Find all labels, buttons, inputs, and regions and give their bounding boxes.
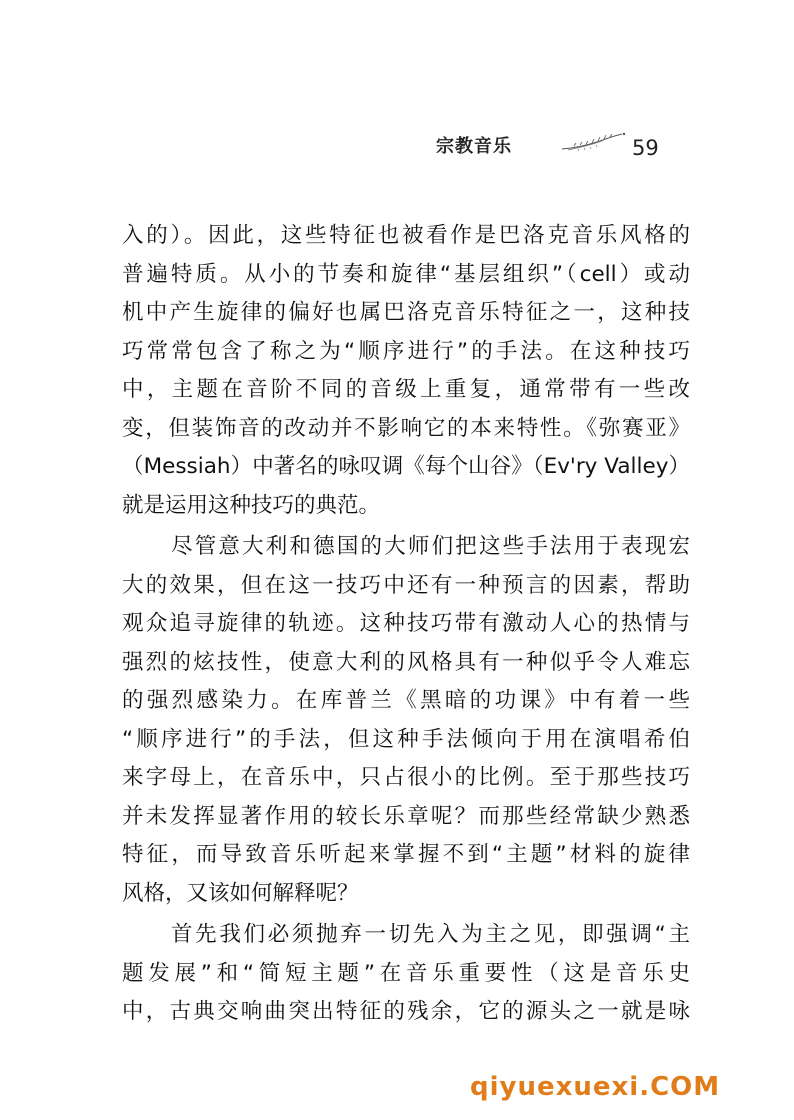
text-line: 大的效果，但在这一技巧中还有一种预言的因素，帮助 [122, 572, 690, 598]
site-watermark: qiyuexuexi.COM [470, 1072, 721, 1102]
text-line: 入的）。因此，这些特征也被看作是巴洛克音乐风格的 [122, 223, 690, 248]
chapter-title: 宗教音乐 [436, 136, 512, 157]
text-line: （Messiah）中著名的咏叹调《每个山谷》（Ev'ry Valley） [122, 454, 690, 479]
text-line: 题发展”和“简短主题”在音乐重要性（这是音乐史 [122, 960, 690, 986]
text-line: 特征，而导致音乐听起来掌握不到“主题”材料的旋律 [122, 842, 690, 867]
text-line: 中，古典交响曲突出特征的残余，它的源头之一就是咏 [122, 999, 690, 1024]
text-line: 普遍特质。从小的节奏和旋律“基层组织”（cell）或动 [122, 261, 690, 287]
page-number: 59 [632, 136, 659, 160]
text-line: 强烈的炫技性，使意大利的风格具有一种似乎令人难忘 [122, 649, 690, 675]
text-line: “顺序进行”的手法，但这种手法倾向于用在演唱希伯 [122, 726, 690, 752]
text-line: 观众追寻旋律的轨迹。这种技巧带有激动人心的热情与 [122, 611, 690, 636]
text-line: 来字母上，在音乐中，只占很小的比例。至于那些技巧 [122, 765, 690, 790]
text-line: 的强烈感染力。在库普兰《黑暗的功课》中有着一些 [122, 688, 690, 713]
paragraph [122, 217, 690, 525]
paragraph [122, 916, 690, 1032]
text-line: 首先我们必须抛弃一切先入为主之见，即强调“主 [171, 922, 690, 947]
text-line: 巧常常包含了称之为“顺序进行”的手法。在这种技巧 [122, 338, 690, 364]
text-line: 就是运用这种技巧的典范。 [122, 492, 381, 518]
text-line: 机中产生旋律的偏好也属巴洛克音乐特征之一，这种技 [122, 300, 690, 325]
flourish-icon [554, 130, 634, 154]
text-line: 中，主题在音阶不同的音级上重复，通常带有一些改 [122, 377, 690, 402]
text-line: 风格，又该如何解释呢？ [122, 880, 359, 906]
text-line: 并未发挥显著作用的较长乐章呢？而那些经常缺少熟悉 [122, 803, 690, 829]
text-line: 变，但装饰音的改动并不影响它的本来特性。《弥赛亚》 [122, 415, 690, 441]
paragraph [122, 528, 690, 913]
text-line: 尽管意大利和德国的大师们把这些手法用于表现宏 [171, 534, 690, 559]
running-head [436, 126, 676, 166]
body-text [122, 217, 690, 1032]
